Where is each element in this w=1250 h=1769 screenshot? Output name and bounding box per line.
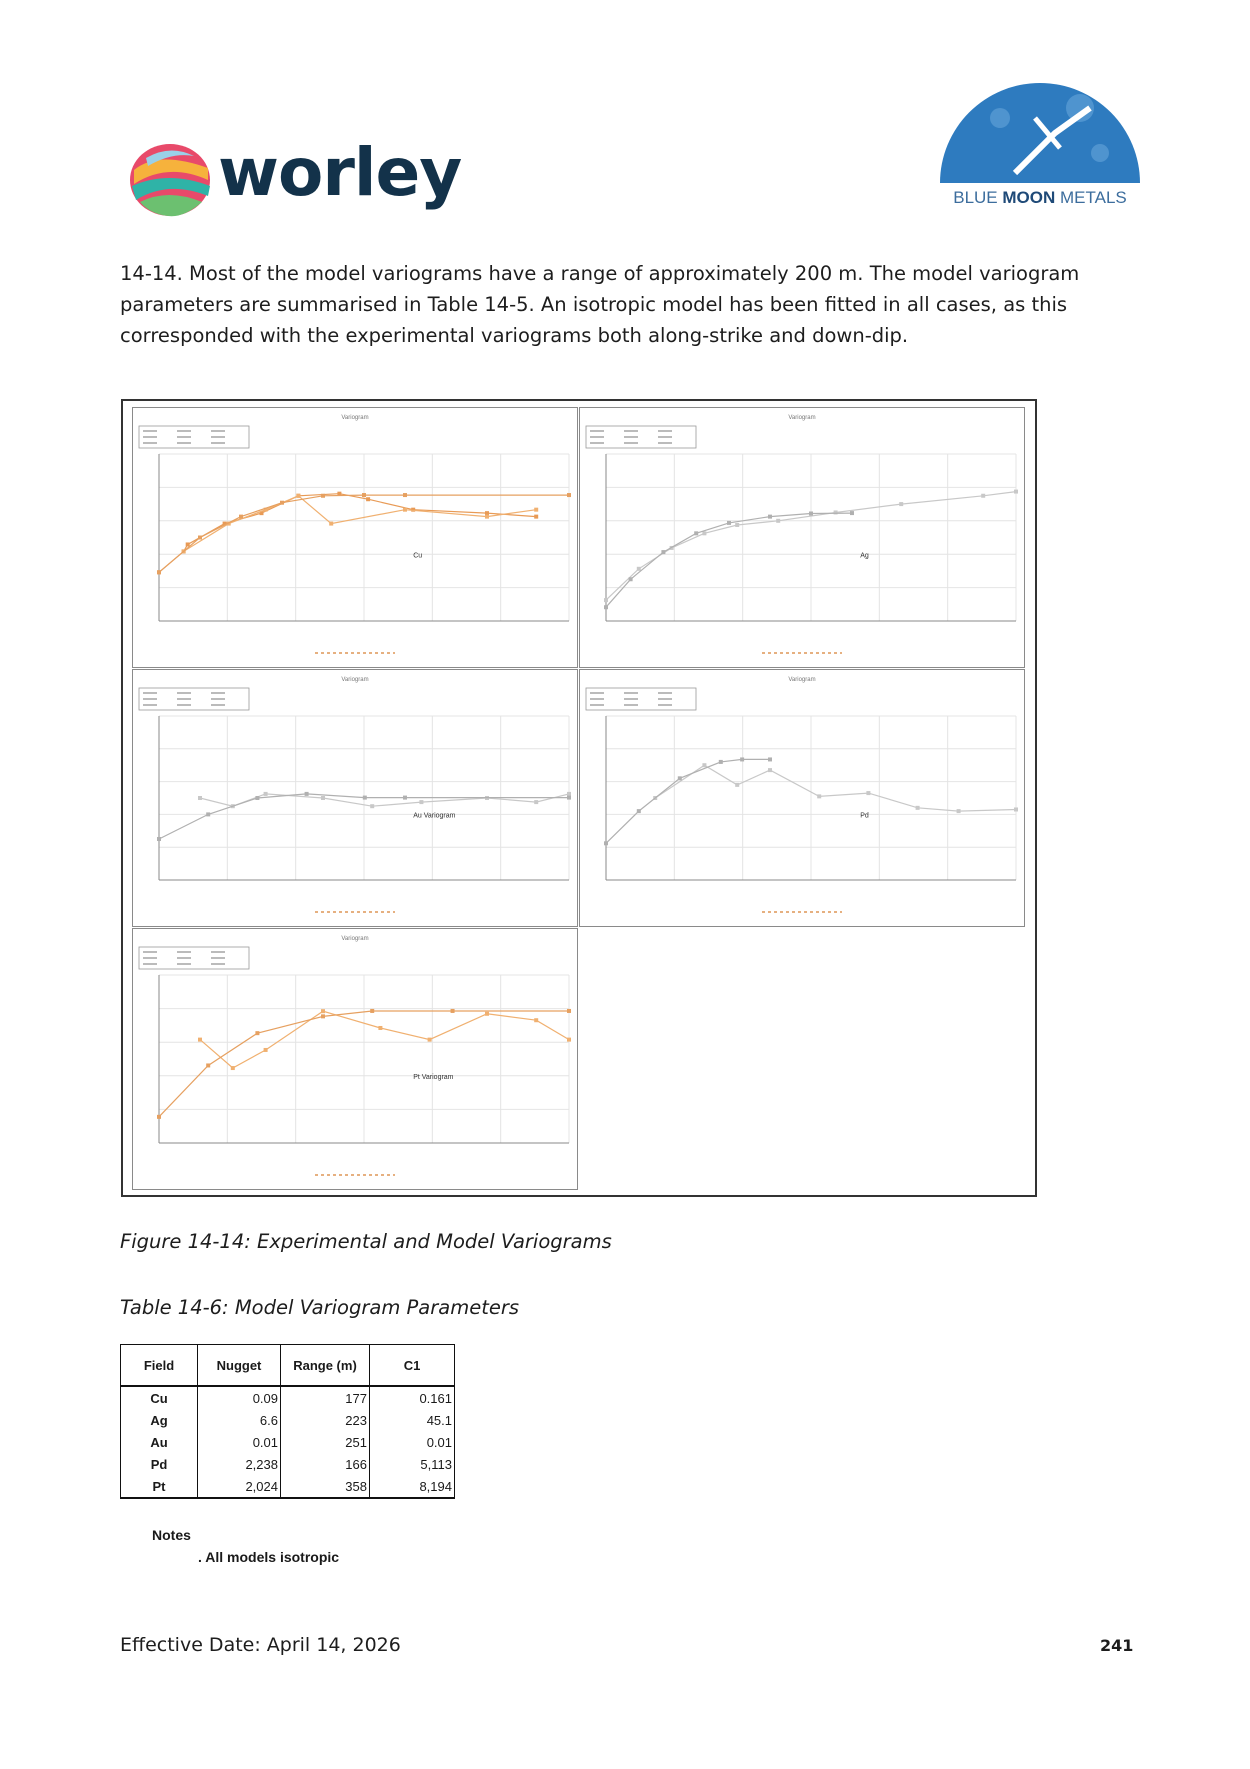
data-point [485, 511, 489, 515]
body-paragraph: 14-14. Most of the model variograms have a range of approximately 200 m. The model variogram parameters are summarised in Table 14-5. An isotropic model has been fitted in all cases, as this corresponded with the experimental variograms both along-strike and down-dip. [120, 262, 1080, 347]
data-point [321, 796, 325, 800]
data-point [678, 776, 682, 780]
data-point [567, 1009, 571, 1013]
table-cell: 45.1 [370, 1409, 455, 1431]
variogram-chart [580, 408, 1024, 667]
data-point [198, 1038, 202, 1042]
data-point [321, 1014, 325, 1018]
note-item: . All models isotropic [198, 1549, 340, 1565]
data-point [850, 511, 854, 515]
data-point [419, 800, 423, 804]
table-row [121, 1386, 455, 1409]
data-point [637, 809, 641, 813]
data-point [776, 519, 780, 523]
data-point [740, 757, 744, 761]
data-point [567, 1038, 571, 1042]
data-point [567, 792, 571, 796]
data-point [604, 598, 608, 602]
data-point [206, 1063, 210, 1067]
variogram-panel [132, 407, 578, 668]
variogram-panel [579, 669, 1025, 927]
figure-caption: Figure 14-14: Experimental and Model Variograms [120, 1230, 612, 1253]
data-point [366, 497, 370, 501]
data-point [370, 804, 374, 808]
series-line [655, 765, 1016, 811]
data-point [321, 1009, 325, 1013]
table-cell: 8,194 [370, 1475, 455, 1498]
data-point [329, 522, 333, 526]
table-cell: Cu [121, 1386, 198, 1409]
data-point [1014, 490, 1018, 494]
data-point [321, 494, 325, 498]
data-point [719, 760, 723, 764]
data-point [629, 577, 633, 581]
data-point [899, 502, 903, 506]
data-point [735, 783, 739, 787]
table-cell: 0.09 [198, 1386, 281, 1409]
chart-title: Variogram [341, 415, 369, 421]
table-caption: Table 14-6: Model Variogram Parameters [120, 1296, 520, 1319]
column-header: Range (m) [281, 1345, 370, 1387]
data-point [451, 1009, 455, 1013]
data-point [534, 515, 538, 519]
table-cell: 2,238 [198, 1453, 281, 1475]
table-row [121, 1431, 455, 1453]
data-point [534, 508, 538, 512]
table-cell: Ag [121, 1409, 198, 1431]
worley-logo [128, 134, 462, 220]
table-cell: 0.01 [370, 1431, 455, 1453]
footer-page-number: 241 [1100, 1636, 1134, 1655]
variogram-chart [133, 929, 577, 1189]
series-line [606, 759, 770, 843]
table-cell: 251 [281, 1431, 370, 1453]
table-row [121, 1475, 455, 1498]
data-point [403, 508, 407, 512]
data-point [186, 542, 190, 546]
data-point [817, 794, 821, 798]
variogram-panel [132, 669, 578, 927]
footer-effective-date: Effective Date: April 14, 2026 [120, 1634, 401, 1656]
data-point [255, 1031, 259, 1035]
data-point [485, 515, 489, 519]
data-point [255, 796, 259, 800]
data-point [198, 796, 202, 800]
table-cell: 0.01 [198, 1431, 281, 1453]
column-header: C1 [370, 1345, 455, 1387]
data-point [604, 841, 608, 845]
data-point [981, 494, 985, 498]
column-header: Nugget [198, 1345, 281, 1387]
chart-annotation: Pd [860, 812, 869, 820]
chart-title: Variogram [788, 677, 816, 683]
variogram-parameters-table [120, 1344, 455, 1499]
notes-title: Notes [152, 1527, 191, 1543]
chart-annotation: Pt Variogram [413, 1074, 454, 1082]
chart-title: Variogram [341, 936, 369, 942]
data-point [370, 1009, 374, 1013]
table-row [121, 1453, 455, 1475]
data-point [264, 1048, 268, 1052]
series-line [200, 1011, 569, 1068]
variogram-figure [121, 399, 1037, 1197]
table-cell: 6.6 [198, 1409, 281, 1431]
data-point [1014, 807, 1018, 811]
data-point [157, 570, 161, 574]
table-cell: 166 [281, 1453, 370, 1475]
data-point [206, 812, 210, 816]
variogram-chart [133, 408, 577, 667]
data-point [198, 536, 202, 540]
chart-annotation: Ag [860, 552, 869, 560]
data-point [727, 521, 731, 525]
data-point [768, 768, 772, 772]
data-point [604, 605, 608, 609]
data-point [702, 763, 706, 767]
data-point [809, 511, 813, 515]
table-row [121, 1409, 455, 1431]
chart-title: Variogram [341, 677, 369, 683]
table-cell: 177 [281, 1386, 370, 1409]
variogram-panel [132, 928, 578, 1190]
data-point [534, 800, 538, 804]
table-cell: Pt [121, 1475, 198, 1498]
data-point [231, 1066, 235, 1070]
data-point [694, 531, 698, 535]
data-point [485, 1012, 489, 1016]
variogram-chart [580, 670, 1024, 926]
data-point [362, 493, 366, 497]
data-point [296, 494, 300, 498]
data-point [735, 523, 739, 527]
moon-emblem-icon [940, 78, 1140, 188]
data-point [637, 567, 641, 571]
data-point [363, 796, 367, 800]
worley-emblem-icon [128, 140, 213, 220]
data-point [157, 837, 161, 841]
data-point [239, 515, 243, 519]
series-line [159, 494, 536, 573]
data-point [567, 796, 571, 800]
data-point [428, 1038, 432, 1042]
series-line [200, 794, 569, 806]
data-point [661, 550, 665, 554]
data-point [768, 515, 772, 519]
series-line [184, 496, 537, 552]
table-header-row [121, 1345, 455, 1387]
table-cell: 223 [281, 1409, 370, 1431]
blue-moon-metals-wordmark: BLUE MOON METALS [953, 188, 1127, 207]
table-cell: Pd [121, 1453, 198, 1475]
chart-title: Variogram [788, 415, 816, 421]
data-point [403, 493, 407, 497]
data-point [768, 757, 772, 761]
column-header: Field [121, 1345, 198, 1387]
table-cell: 0.161 [370, 1386, 455, 1409]
data-point [702, 531, 706, 535]
data-point [916, 806, 920, 810]
variogram-chart [133, 670, 577, 926]
variogram-panel [579, 407, 1025, 668]
data-point [567, 493, 571, 497]
data-point [305, 792, 309, 796]
data-point [866, 791, 870, 795]
data-point [378, 1026, 382, 1030]
data-point [534, 1018, 538, 1022]
data-point [403, 796, 407, 800]
table-cell: 2,024 [198, 1475, 281, 1498]
worley-wordmark: worley [218, 134, 462, 211]
table-cell: 358 [281, 1475, 370, 1498]
data-point [957, 809, 961, 813]
blue-moon-metals-logo [940, 78, 1140, 208]
data-point [264, 792, 268, 796]
chart-annotation: Au Variogram [413, 812, 456, 820]
table-cell: 5,113 [370, 1453, 455, 1475]
table-cell: Au [121, 1431, 198, 1453]
data-point [157, 1115, 161, 1119]
chart-annotation: Cu [413, 552, 423, 560]
data-point [280, 501, 284, 505]
